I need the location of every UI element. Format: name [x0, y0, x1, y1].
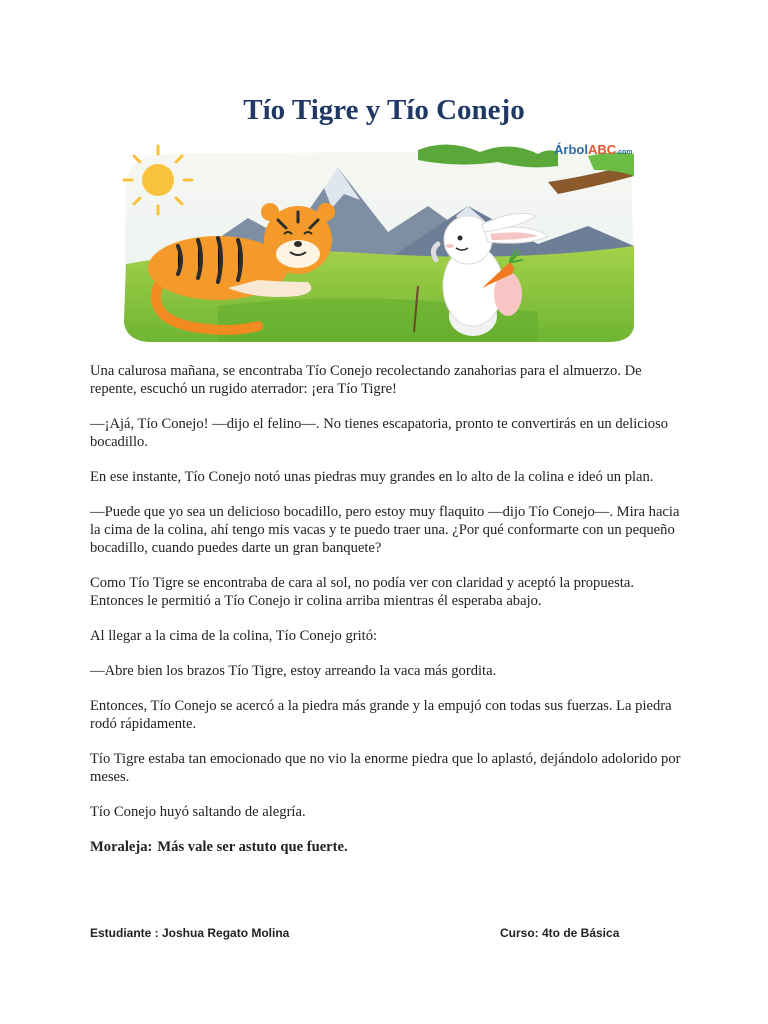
story-paragraph: —¡Ajá, Tío Conejo! —dijo el felino—. No tienes escapatoria, pronto te convertirás en un delicioso bocadillo.: [90, 416, 669, 450]
story-paragraph: Como Tío Tigre se encontraba de cara al sol, no podía ver con claridad y aceptó la propuesta. Entonces le permitió a Tío Conejo ir colina arriba mientras él esperaba abajo.: [90, 575, 634, 609]
story-paragraph: Tío Conejo huyó saltando de alegría.: [90, 804, 306, 820]
story-paragraph: —Puede que yo sea un delicioso bocadillo, pero estoy muy flaquito —dijo Tío Conejo—. Mira hacia la cima de la colina, ahí tengo mis vacas y te puedo traer una. ¿Por qué conformarte con un pequeño bocadillo, cuando puedes darte un gran banquete?: [90, 504, 680, 556]
story-illustration: [118, 136, 638, 346]
story-paragraph: Tío Tigre estaba tan emocionado que no vio la enorme piedra que lo aplastó, dejándolo adolorido por meses.: [90, 751, 681, 785]
story-text: [90, 362, 686, 873]
story-paragraph: En ese instante, Tío Conejo notó unas piedras muy grandes en lo alto de la colina e ideó un plan.: [90, 469, 654, 485]
page-title: Tío Tigre y Tío Conejo: [243, 94, 525, 126]
student-name: Estudiante : Joshua Regato Molina: [90, 926, 290, 940]
course-label: Curso: 4to de Básica: [500, 926, 620, 940]
story-paragraph: —Abre bien los brazos Tío Tigre, estoy arreando la vaca más gordita.: [90, 663, 497, 679]
story-paragraph: Entonces, Tío Conejo se acercó a la piedra más grande y la empujó con todas sus fuerzas. La piedra rodó rápidamente.: [90, 698, 672, 732]
moral: [90, 838, 686, 856]
brand-logo: ÁrbolABC.com: [554, 142, 633, 157]
moral-label: Moraleja:: [90, 839, 153, 855]
moral-text: Más vale ser astuto que fuerte.: [157, 839, 348, 855]
story-paragraph: Una calurosa mañana, se encontraba Tío Conejo recolectando zanahorias para el almuerzo. De repente, escuchó un rugido aterrador: ¡era Tío Tigre!: [90, 363, 642, 397]
story-paragraph: Al llegar a la cima de la colina, Tío Conejo gritó:: [90, 628, 378, 644]
